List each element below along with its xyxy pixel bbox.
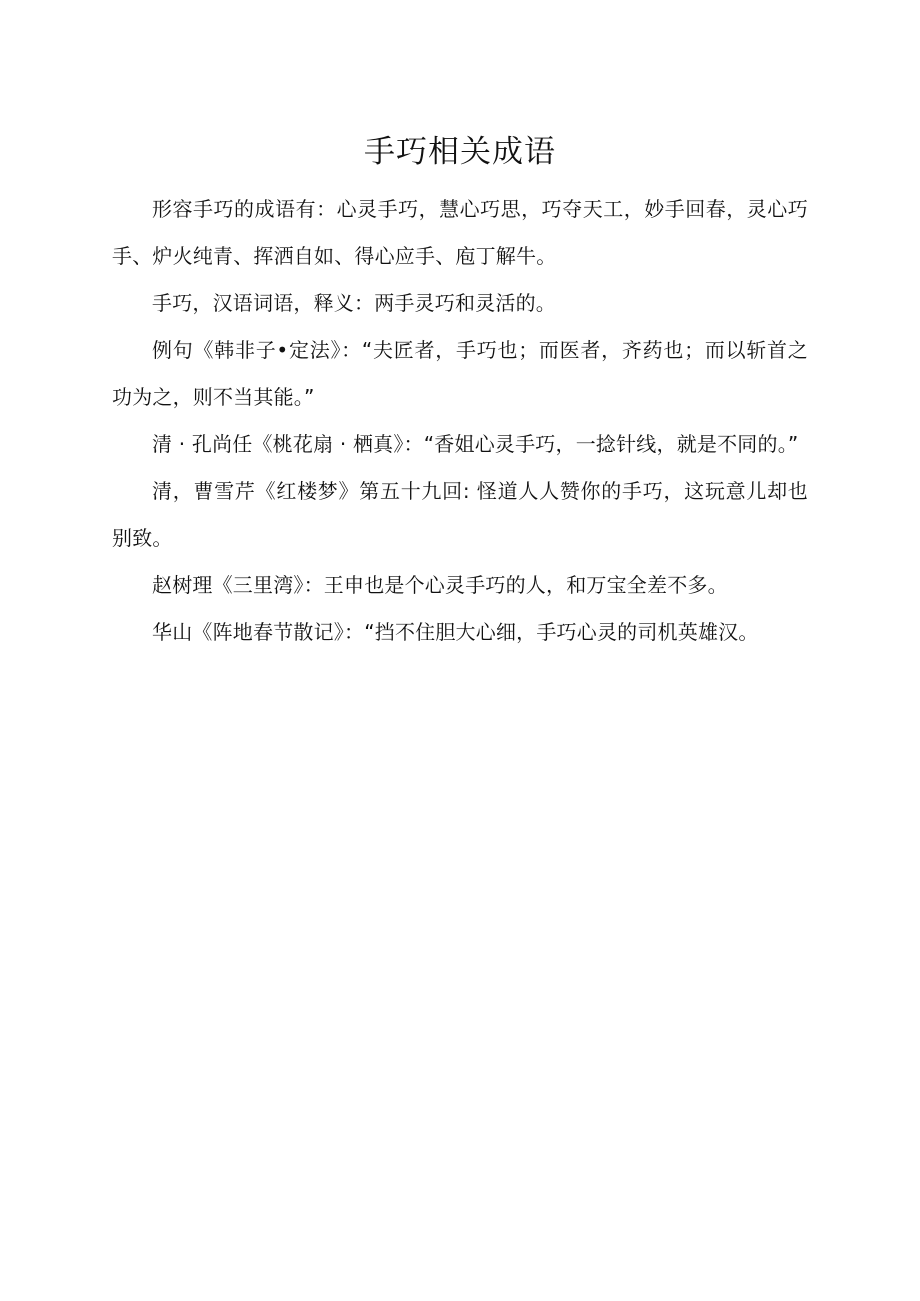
paragraph-definition: 手巧，汉语词语，释义：两手灵巧和灵活的。 [152, 291, 556, 315]
paragraph-example-taohuashan: 清 · 孔尚任《桃花扇 · 栖真》：“香姐心灵手巧，一捻针线，就是不同的。” [152, 432, 799, 456]
paragraph-example-sanliwan: 赵树理《三里湾》：王申也是个心灵手巧的人，和万宝全差不多。 [152, 573, 728, 597]
paragraph-example-hanfeizi: 例句《韩非子•定法》：“夫匠者，手巧也；而医者，齐药也；而以斩首之功为之，则不当其能。” [112, 338, 808, 409]
document-body [112, 186, 808, 656]
paragraph-example-hongloumeng: 清，曹雪芹《红楼梦》第五十九回: 怪道人人赞你的手巧，这玩意儿却也别致。 [112, 479, 808, 550]
paragraph-idioms-list: 形容手巧的成语有：心灵手巧，慧心巧思，巧夺天工，妙手回春，灵心巧手、炉火纯青、挥洒自如、得心应手、庖丁解牛。 [112, 197, 808, 268]
paragraph-example-zhendi: 华山《阵地春节散记》：“挡不住胆大心细，手巧心灵的司机英雄汉。 [152, 620, 759, 644]
document-title: 手巧相关成语 [364, 134, 556, 170]
